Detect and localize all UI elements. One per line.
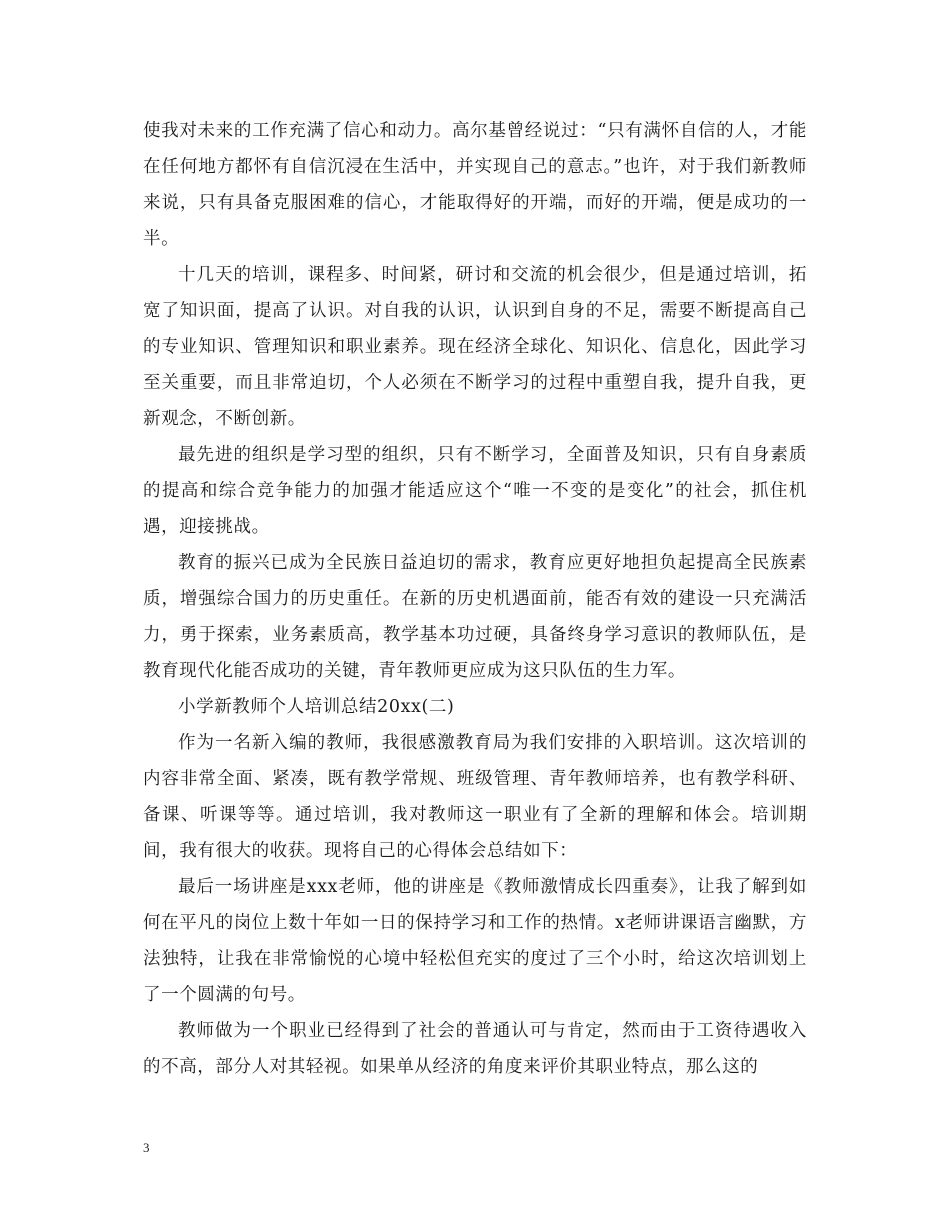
paragraph-education-revival: 教育的振兴已成为全民族日益迫切的需求，教育应更好地担负起提高全民族素质，增强综合国力的历史重任。在新的历史机遇面前，能否有效的建设一只充满活力，勇于探索，业务素质高，教学基本功过硬，具备终身学习意识的教师队伍，是教育现代化能否成功的关键，青年教师更应成为这只队伍的生力军。 [143, 553, 807, 681]
section-heading: 小学新教师个人培训总结20xx(二) [178, 697, 455, 717]
document-body [143, 113, 807, 1085]
paragraph-last-lecture: 最后一场讲座是xxx老师，他的讲座是《教师激情成长四重奏》，让我了解到如何在平凡的岗位上数十年如一日的保持学习和工作的热情。x老师讲课语言幽默，方法独特，让我在非常愉悦的心境中轻松但充实的度过了三个小时，给这次培训划上了一个圆满的句号。 [143, 877, 807, 1005]
paragraph-learning-organization: 最先进的组织是学习型的组织，只有不断学习，全面普及知识，只有自身素质的提高和综合竞争能力的加强才能适应这个“唯一不变的是变化”的社会，抓住机遇，迎接挑战。 [143, 445, 807, 537]
paragraph-new-teacher-intro: 作为一名新入编的教师，我很感激教育局为我们安排的入职培训。这次培训的内容非常全面、紧凑，既有教学常规、班级管理、青年教师培养，也有教学科研、备课、听课等等。通过培训，我对教师这一职业有了全新的理解和体会。培训期间，我有很大的收获。现将自己的心得体会总结如下： [143, 733, 807, 861]
page-number: 3 [143, 1140, 150, 1155]
paragraph-teacher-profession: 教师做为一个职业已经得到了社会的普通认可与肯定，然而由于工资待遇收入的不高，部分人对其轻视。如果单从经济的角度来评价其职业特点，那么这的 [143, 1021, 807, 1077]
paragraph-training-knowledge: 十几天的培训，课程多、时间紧，研讨和交流的机会很少，但是通过培训，拓宽了知识面，提高了认识。对自我的认识，认识到自身的不足，需要不断提高自己的专业知识、管理知识和职业素养。现在经济全球化、知识化、信息化，因此学习至关重要，而且非常迫切，个人必须在不断学习的过程中重塑自我，提升自我，更新观念，不断创新。 [143, 265, 807, 429]
paragraph-continuation: 使我对未来的工作充满了信心和动力。高尔基曾经说过：“只有满怀自信的人，才能在任何地方都怀有自信沉浸在生活中，并实现自己的意志。”也许，对于我们新教师来说，只有具备克服困难的信心，才能取得好的开端，而好的开端，便是成功的一半。 [143, 121, 807, 249]
